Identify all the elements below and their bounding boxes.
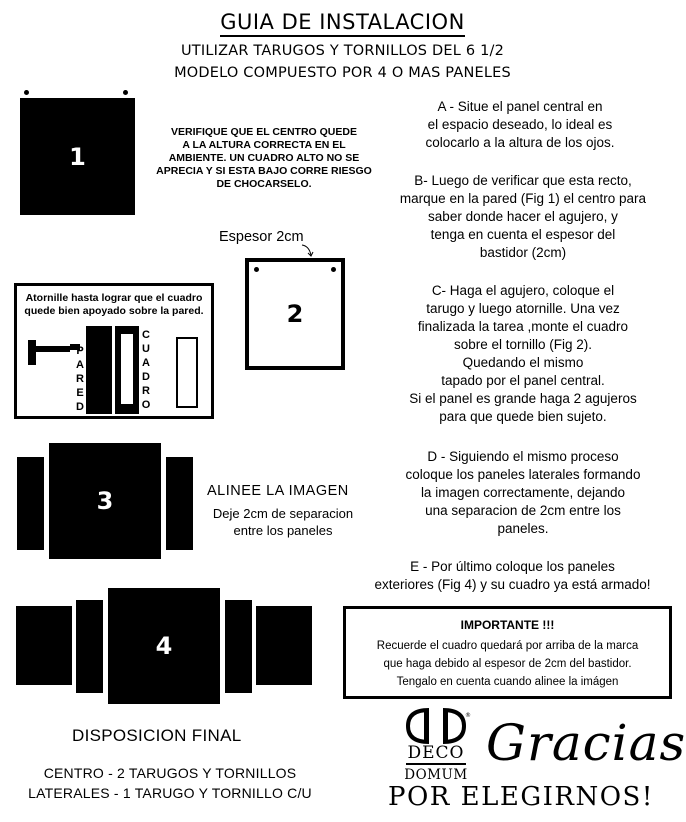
panel-fig3 (49, 443, 161, 559)
important-box (343, 606, 672, 699)
hanger-dot (24, 90, 29, 95)
tagline: POR ELEGIRNOS! (388, 782, 654, 812)
screw-head (28, 340, 36, 365)
page-title: GUIA DE INSTALACION (0, 10, 685, 34)
logo-domum: DOMUM (404, 767, 468, 783)
panel-fig1 (20, 98, 135, 215)
fig1-note: VERIFIQUE QUE EL CENTRO QUEDE A LA ALTURA CORRECTA EN EL AMBIENTE. UN CUADRO ALTO NO SE APRECIA Y SI ESTA BAJO CORRE RIESGO DE CHOCARSELO. (156, 126, 372, 190)
wall-section (86, 326, 112, 414)
step-e: E - Por último coloque los paneles exteriores (Fig 4) y su cuadro ya está armado! (374, 559, 651, 592)
align-text: Dejе 2cm de separacion entre los paneles (212, 506, 354, 538)
arrow-icon (300, 244, 316, 258)
panel-side-right (166, 457, 193, 550)
fig4-number: 4 (155, 632, 173, 660)
panel-outer-left (16, 606, 72, 685)
frame-inner (119, 332, 135, 406)
fig1-number: 1 (69, 142, 86, 171)
step-c: C- Haga el agujero, coloque el tarugo y luego atornille. Una vez finalizada la tarea ,monte el cuadro sobre el tornillo (Fig 2). Quedando el mismo tapado por el panel central. Si el panel es grande haga 2 agujeros para que quede bien sujeto. (409, 283, 637, 424)
cuadro-label: C U A D R O (141, 329, 151, 411)
final-sides: LATERALES - 1 TARUGO Y TORNILLO C/U (28, 785, 312, 801)
panel-side-left (76, 600, 103, 693)
logo-deco: DECO (407, 743, 465, 763)
panel-fig4 (108, 588, 220, 704)
hanger-dot (123, 90, 128, 95)
screw-shaft (36, 346, 70, 352)
important-title: IMPORTANTE !!! (460, 618, 555, 632)
panel-outline (176, 337, 198, 408)
step-b: B- Luego de verificar que esta recto, marque en la pared (Fig 1) el centro para saber donde hacer el agujero, y tenga en cuenta el espesor del bastidor (2cm) (399, 173, 647, 260)
screw-caption: Atornille hasta lograr que el cuadro quede bien apoyado sobre la pared. (24, 292, 204, 317)
pared-label: P A R E D (76, 345, 84, 413)
deco-domum-logo (404, 707, 471, 785)
panel-side-right (225, 600, 252, 693)
panel-side-left (17, 457, 44, 550)
step-a: A - Situe el panel central en el espacio deseado, lo ideal es colocarlo a la altura de los ojos. (425, 99, 615, 150)
logo-divider (406, 763, 466, 765)
panel-fig2 (245, 258, 345, 370)
dd-monogram-icon (404, 707, 471, 743)
final-center: CENTRO - 2 TARUGOS Y TORNILLOS (43, 765, 297, 781)
gracias-script: Gracias (486, 714, 686, 772)
step-d: D - Siguiendo el mismo proceso coloque los paneles laterales formando la imagen correctamente, dejando una separacion de 2cm entre los paneles. (405, 449, 641, 536)
screw-diagram (14, 283, 214, 419)
final-title: DISPOSICION FINAL (72, 726, 242, 745)
svg-text:®: ® (465, 712, 471, 719)
subtitle-model: MODELO COMPUESTO POR 4 O MAS PANELES (174, 65, 511, 81)
fig3-number: 3 (96, 487, 114, 515)
align-title: ALINEE LA IMAGEN (207, 483, 349, 499)
fig2-number: 2 (286, 300, 304, 328)
important-text: Recuerde el cuadro quedará por arriba de la marca que haga debido al espesor de 2cm del bastidor. Tengalo en cuenta cuando alinee la imágen (376, 640, 639, 688)
espesor-label: Espesor 2cm (219, 229, 304, 245)
subtitle-screws: UTILIZAR TARUGOS Y TORNILLOS DEL 6 1/2 (180, 43, 505, 59)
panel-outer-right (256, 606, 312, 685)
